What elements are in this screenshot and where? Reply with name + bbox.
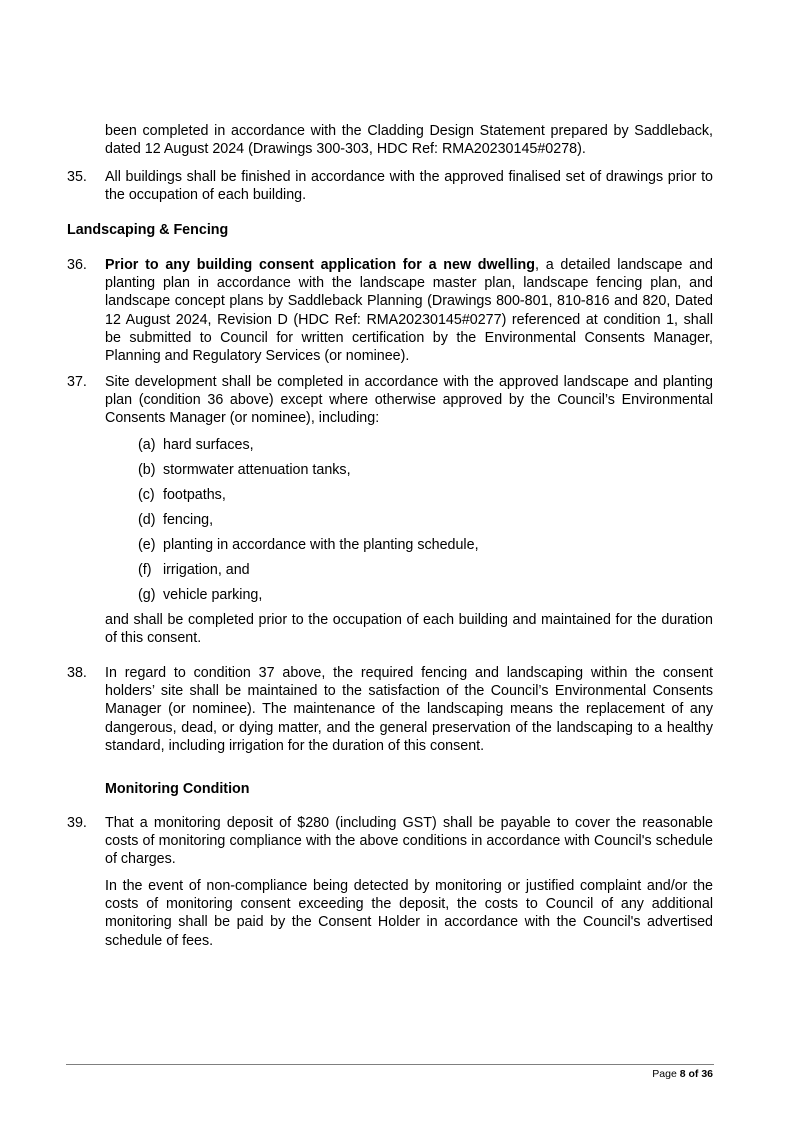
list-item bbox=[138, 436, 254, 454]
condition-38-text: In regard to condition 37 above, the required fencing and landscaping within the consent holders’ site shall be maintained to the satisfaction of the Council’s Environmental Consents Manager (or nominee). The maintenance of the landscaping means the replacement of any dangerous, dead, or dying matter, and the general preservation of the landscaping to a healthy standard, including irrigation for the duration of this consent. bbox=[105, 665, 713, 754]
continued-condition-text: been completed in accordance with the Cladding Design Statement prepared by Saddleback, dated 12 August 2024 (Drawings 300-303, HDC Ref: RMA20230145#0278). bbox=[105, 123, 713, 158]
list-item bbox=[138, 486, 226, 504]
condition-37-closing-text: and shall be completed prior to the occupation of each building and maintained for the duration of this consent. bbox=[105, 612, 713, 647]
list-item-text: fencing, bbox=[163, 512, 214, 528]
page-label: Page bbox=[652, 1068, 677, 1080]
condition-number-38: 38. bbox=[67, 665, 87, 681]
list-item bbox=[138, 561, 250, 579]
list-item-label: (a) bbox=[138, 437, 156, 453]
condition-number-36: 36. bbox=[67, 257, 87, 273]
list-item-text: vehicle parking, bbox=[163, 587, 263, 603]
list-item-label: (d) bbox=[138, 512, 156, 528]
condition-36-body: , a detailed landscape and planting plan in accordance with the landscape master plan, landscape fencing plan, and landscape concept plans by Saddleback Planning (Drawings 800-801, 810-816 and 820, Dated 12 August 2024, Revision D (HDC Ref: RMA20230145#0277) referenced at condition 1, shall be submitted to Council for written certification by the Environmental Consents Manager, Planning and Regulatory Services (or nominee). bbox=[105, 257, 713, 365]
condition-39-text: That a monitoring deposit of $280 (including GST) shall be payable to cover the reasonable costs of monitoring compliance with the above conditions in accordance with Council's schedule of charges. bbox=[105, 815, 713, 868]
list-item-label: (g) bbox=[138, 587, 156, 603]
condition-number-37: 37. bbox=[67, 374, 87, 390]
list-item-text: irrigation, and bbox=[163, 562, 250, 578]
condition-36-text bbox=[105, 256, 713, 365]
list-item-text: planting in accordance with the planting schedule, bbox=[163, 537, 479, 553]
list-item bbox=[138, 536, 479, 554]
list-item-text: stormwater attenuation tanks, bbox=[163, 462, 351, 478]
page-footer bbox=[652, 1068, 713, 1081]
list-item bbox=[138, 586, 262, 604]
list-item-label: (f) bbox=[138, 562, 152, 578]
footer-divider bbox=[66, 1064, 714, 1065]
condition-39-paragraph-2: In the event of non-compliance being detected by monitoring or justified complaint and/or the costs of monitoring consent exceeding the deposit, the costs to Council of any additional monitoring shall be paid by the Consent Holder in accordance with the Council's advertised schedule of fees. bbox=[105, 878, 713, 949]
list-item bbox=[138, 511, 213, 529]
list-item-text: hard surfaces, bbox=[163, 437, 254, 453]
list-item-label: (c) bbox=[138, 487, 155, 503]
condition-37-text: Site development shall be completed in accordance with the approved landscape and planting plan (condition 36 above) except where otherwise approved by the Council’s Environmental Consents Manager (or nominee), including: bbox=[105, 374, 713, 427]
section-heading-landscaping: Landscaping & Fencing bbox=[67, 222, 229, 238]
list-item-label: (e) bbox=[138, 537, 156, 553]
section-heading-monitoring: Monitoring Condition bbox=[105, 781, 250, 797]
list-item bbox=[138, 461, 351, 479]
list-item-label: (b) bbox=[138, 462, 156, 478]
condition-36-bold-lead: Prior to any building consent application for a new dwelling bbox=[105, 257, 535, 273]
condition-number-39: 39. bbox=[67, 815, 87, 831]
list-item-text: footpaths, bbox=[163, 487, 226, 503]
page-number: 8 of 36 bbox=[679, 1068, 713, 1080]
condition-number-35: 35. bbox=[67, 169, 87, 185]
condition-35-text: All buildings shall be finished in accordance with the approved finalised set of drawings prior to the occupation of each building. bbox=[105, 169, 713, 204]
